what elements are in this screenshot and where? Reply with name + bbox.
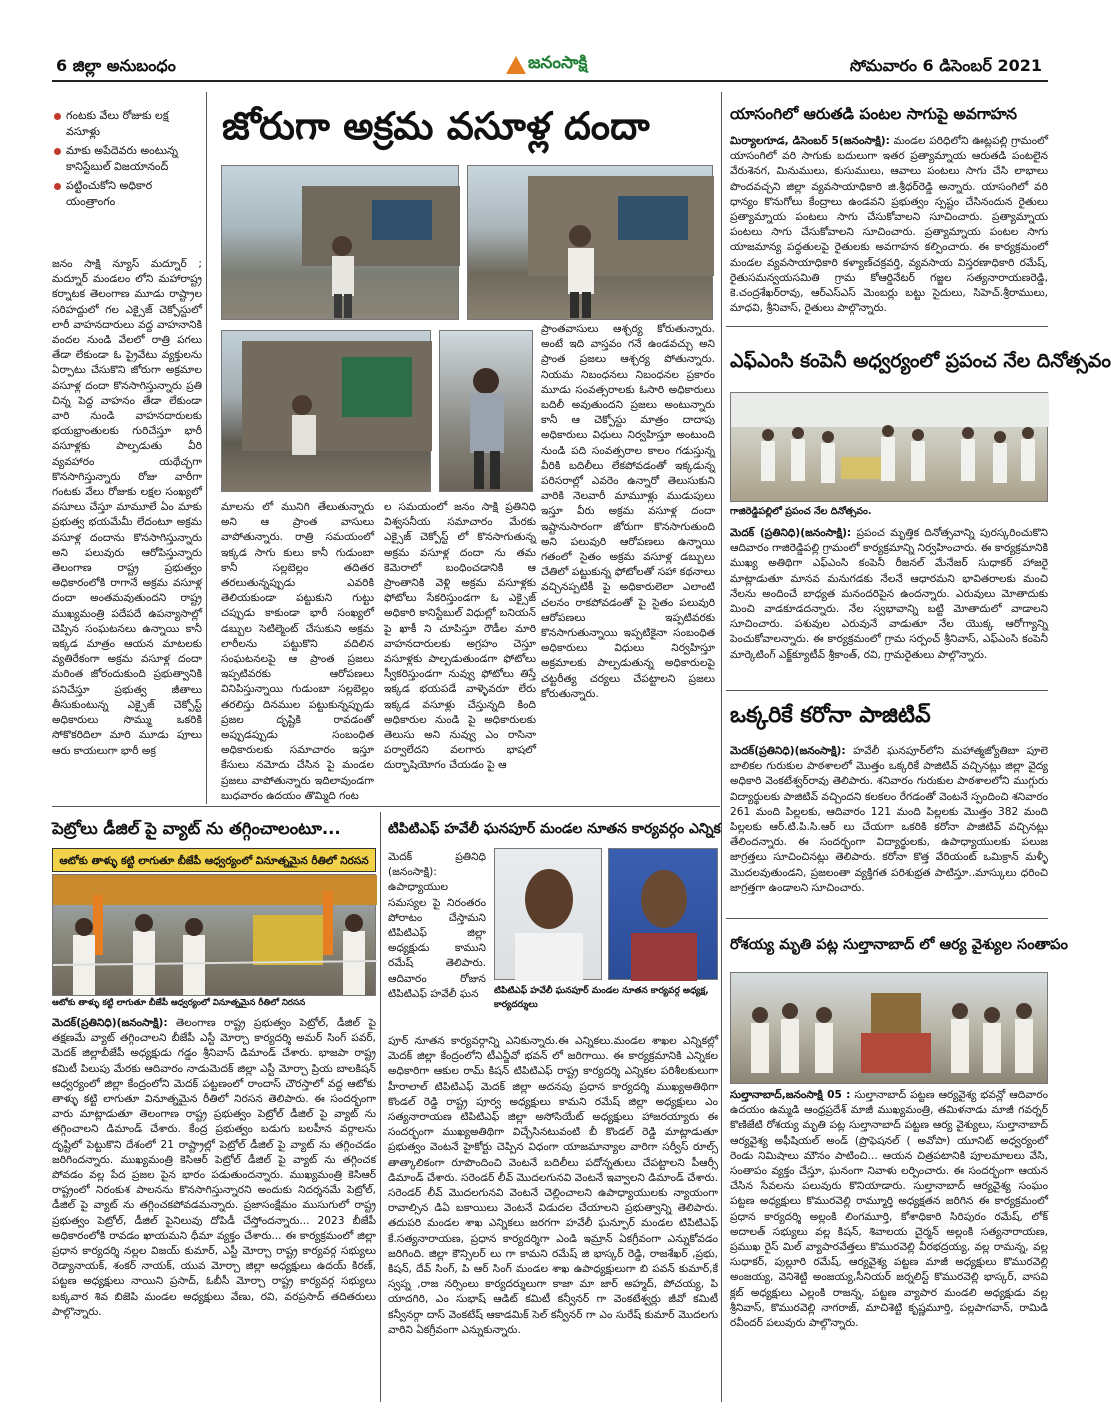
yasangi-dateline: మిర్యాలగూడ, డిసెంబర్ 5(జనంసాక్షి): [730, 135, 890, 147]
tpf-headline: టిపిటిఎఫ్ హవేలీ ఘనపూర్ మండల నూతన కార్యవర్గం ఎన్నిక [388, 821, 721, 837]
checkpost-photo-3-scene [222, 331, 432, 493]
bjp-protest-scene [53, 875, 377, 997]
fmc-event-photo [730, 392, 1048, 502]
corona-body [730, 744, 1048, 914]
fmc-headline: ఎఫ్ఎంసి కంపెనీ అధ్వర్యంలో ప్రపంచ నేల దినోత్సవం [730, 350, 1111, 372]
main-story-col2-text: మాలను లో మునిగి తేలుతున్నారు అని ఆ ప్రాంత వాసులు వాపోతున్నారు. రాత్రి సమయంలో ఇక్కడ సాగు కులు కానీ గుడుంబా కానీ సల్లబెల్లం తదితర తరలుతున్నప్పుడు ఎవరికి తెలియకుండా పట్టుకుని గుట్టు చప్పుడు కాకుండా భారీ సంఖ్యలో డబ్బుల సెటిల్మెంట్ చేసుకుని అక్రమ లారీలను పట్టుకొని వదిలిన సంఘటనలపై ఆ ప్రాంత ప్రజలు ఇప్పటివరకు ఆరోపణలు వినిపిస్తున్నాయి గుడుంబా సల్లబెల్లం తరలిస్తు దినముల పట్టుకున్నప్పుడు ప్రజల దృష్టికి రావడంతో అప్పుడప్పుడు సంబంధిత అధికారులకు సమాచారం ఇస్తూ కేసులు నమోదు చేసిన పై మండల ప్రజలు వాపోతున్నారు ఇదిలావుండగా బుధవారం ఉదయం తొమ్మిది గంట [221, 501, 374, 802]
petrol-body [52, 1016, 376, 1402]
highlight-item [52, 108, 202, 140]
tpf-side-lead: మెదక్ ప్రతినిధి (జనంసాక్షి): ఉపాధ్యాయుల సమస్యల పై నిరంతరం పోరాటం చేస్తామని టిపిటిఎఫ్ జిల్లా అధ్యక్షుడు కాముని రమేష్ తెలిపారు. ఆదివారం రోజున టిపిటిఎఫ్ హవేలీ ఘన [388, 851, 486, 1000]
petrol-text: తెలంగాణ రాష్ట్ర ప్రభుత్వం పెట్రోల్, డీజిల్ పై తక్షణమే వ్యాట్ తగ్గించాలని బీజేపీ ఎస్టీ మోర్చా కార్యదర్శి అమర్ సింగ్ పవర్, మెదక్ జిల్లాబీజేపీ అధ్యక్షుడు గడ్డం శ్రీనివాస్ డిమాండ్ చేశారు. భాజపా రాష్ట్ర కమిటీ పిలుపు మేరకు ఆదివారం నాడుమెదక్ జిల్లా ఎస్టీ మోర్చా ప్రియ బాలకిషన్ ఆధ్వర్యంలో జిల్లా కేంద్రంలోని మెదక్ పట్టణంలో రాందాస్ చౌరస్తాలో వద్ద ఆటోకు తాళ్ళు కట్టి లాగుతూ వినూత్నమైన రీతిలో నిరసన తెలిపారు. ఈ సందర్భంగా వారు మాట్లాడుతూ తెలంగాణ రాష్ట్ర ప్రభుత్వం పెట్రోల్ డీజిల్ పై వ్యాట్ ను తగ్గించాలని డిమాండ్ చేశారు. కేంద్ర ప్రభుత్వం బడుగు బలహీన వర్గాలను దృష్టిలో పెట్టుకొని దేశంలో 21 రాష్ట్రాల్లో పెట్రోల్ డీజిల్ పై వ్యాట్ ను తగ్గించడం జరిగిందన్నారు. ముఖ్యమంత్రి కెసిఆర్ పెట్రోల్ డీజిల్ పై వ్యాట్ ను తగ్గించక పోవడం వల్ల పేద ప్రజల పైన భారం పడుతుందన్నారు. ముఖ్యమంత్రి కెసిఆర్ రాష్ట్రంలో నిరంకుశ పాలనను కొనసాగిస్తున్నారని అందుకు నిదర్శనమే పెట్రోల్, డీజిల్ పై వ్యాట్ ను తగ్గించకపోవడమన్నారు. ప్రజాసంక్షేమం ముసుగులో రాష్ట్ర ప్రభుత్వం పెట్రోల్, డీజిల్ పైనిలువు దోపిడీ చేస్తోందన్నారు... 2023 బీజేపీ అధికారంలోకి రావడం ఖాయమని ధీమా వ్యక్తం చేశారు... ఈ కార్యక్రమంలో జిల్లా ప్రధాన కార్యదర్శి నల్లల విజయ్ కుమార్, ఎస్టీ మోర్చా రాష్ట్ర కార్యవర్గ సభ్యులు రెడ్యానాయక్, శంకర్ నాయక్, యువ మోర్చా జిల్లా అధ్యక్షులు ఉదయ్ కిరణ్, పట్టణ అధ్యక్షులు నాయిని ప్రసాద్, ఓబీసీ మోర్చా రాష్ట్ర కార్యవర్గ సభ్యులు బక్కవార శివ బిజెపి మండల అధ్యక్షులు వేణు, రవి, వరప్రసాద్ తదితరులు పాల్గొన్నారు. [52, 1017, 376, 1318]
rosaiah-tribute-photo [730, 972, 1048, 1084]
newspaper-logo [506, 52, 656, 78]
tpf-secretary-portrait [609, 849, 719, 981]
rosaiah-text: సుల్తానాబాద్ పట్టణ ఆర్యవైశ్య భవన్లో ఆదివారం ఉదయం ఉమ్మడి ఆంధ్రప్రదేశ్ మాజీ ముఖ్యమంత్రి, తమిళనాడు మాజీ గవర్నర్ కొణిజేటి రోశయ్య మృతి పట్ల సుల్తానాబాద్ పట్టణ ఆర్య వైశ్యులు, సుల్తానాబాద్ ఆర్యవైశ్య అఫీషియల్ అండ్ (ప్రొఫెషనల్ ( అవోపా) యూనిట్ అధ్వర్యంలో రెండు నిమిషాలు మౌనం పాటించి... ఆయన చిత్రపటానికి పూలమాలలు వేసి, సంతాపం వ్యక్తం చేస్తూ, ఘనంగా నివాళు లర్పించారు. ఈ సందర్భంగా ఆయన చేసిన సేవలను పలువురు కొనియాడారు. సుల్తానాబాద్ ఆర్యవైశ్య సంఘం పట్టణ అధ్యక్షులు కొమురవెల్లి రామ్మూర్తి అధ్యక్షతన జరిగిన ఈ కార్యక్రమంలో ప్రధాన కార్యదర్శి అల్లంకి లింగమూర్తి, కోశాధికారి సిరిపురం రమేష్, లోక్ అదాలత్ సభ్యులు వల్ల కిషన్, శివాలయ చైర్మన్ అల్లంకి సత్యనారాయణ, ప్రముఖ రైస్ మిల్ వ్యాపారవేత్తలు కొమురవెల్లి వీరభద్రయ్య, వల్ల రామన్న, వల్ల సుధాకర్, పుల్లూరి రమేష్, ఆర్యవైశ్య పట్టణ మాజీ అధ్యక్షులు కొమురవెల్లి అంజయ్య, వెనిశెట్టి అంజయ్య,సీనియర్ జర్నలిస్ట్ కొమురవెల్లి భాస్కర్, వాసవి క్లబ్ అధ్యక్షులు ఎల్లంకి రాజన్న, పట్టణ వ్యాపార మండలి అధ్యక్షుడు వల్ల శ్రీనివాస్, కొమురవెల్లి నాగరాజ్, మాచిశెట్టి కృష్ణమూర్తి, పల్లపాగవాన్, రామిడి రవీందర్ పలువురు పాల్గొన్నారు. [730, 1089, 1048, 1330]
section-rule [726, 326, 1048, 327]
page-header [52, 52, 1048, 82]
tpf-text: పూర్ నూతన కార్యవర్గాన్ని ఎనికున్నారు.ఈ ఎన్నికలు.మండల శాఖల ఎన్నికల్లో మెదక్ జిల్లా కేంద్రంలోని టీఎన్జీవో భవన్ లో జరిగాయి. ఈ కార్యక్రమానికి ఎన్నికల అధికారిగా ఆకుల రామ్ కిషన్ టిపిటిఎఫ్ రాష్ట్ర కార్యదర్శి ఎన్నికల పరిశీలకులుగా హీరాలాల్ టిపిటిఎఫ్ మెదక్ జిల్లా అదనపు ప్రధాన కార్యదర్శి ముఖ్యఅతిథిగా కొండల్ రెడ్డి రాష్ట్ర పూర్వ అధ్యక్షులు కామని రమేష్ జిల్లా అధ్యక్షులు ఎం సత్యనారాయణ టిపిటిఎఫ్ జిల్లా అసోసియేట్ అధ్యక్షులు హాజరయ్యారు ఈ సందర్భంగా ముఖ్యఅతిథిగా విచ్చేసినటువంటి బీ కొండల్ రెడ్డి మాట్లాడుతూ ప్రభుత్వం వెంటనే హైకోర్టు చెప్పిన విధంగా యాజమాన్యాల వారిగా సర్వీస్ రూల్స్ తాత్కాలికంగా రూపొందించి వెంటనే బదిలీలు పదోన్నతులు చేపట్టాలని పీఆర్సీ డిమాండ్ చేశారు. సరెండర్ లీవ్ మొదలగునవి వెంటనే ఇవ్వాలని డిమాండ్ చేశారు. సరెండర్ లీవ్ మొదలగునవి వెంటనే చెల్లించాలని ఉపాధ్యాయులకు న్యాయంగా రావాల్సిన డిఏ బకాయిలు వెంటనే విడుదల చేయాలని ప్రభుత్వాన్ని తెలిపారు. తదుపరి మండల శాఖ ఎన్నికలు జరగగా హవేలీ ఘన్పూర్ మండల టిపిటిఎఫ్ కే.సత్యనారాయణ, ప్రధాన కార్యదర్శిగా ఎండి ఇమ్రాన్ ఏకగ్రీవంగా ఎన్నుకోవడం జరిగింది. జిల్లా కౌన్సిలర్ లు గా కామని రమేష్ జి భాస్కర్ రెడ్డి, రాజశేఖర్ ,ప్రభు, కిషన్, దేవ్ సింగ్, పి ఆర్ సింగ్ మండల శాఖ ఉపాధ్యక్షులుగా బి పవన్ కుమార్,కే స్వప్న ,రాజ నర్సింలు కార్యదర్శులుగా కాజా మా జార్ అహ్మద్, పోచయ్య, పి యాదగిరి, ఎం సుభాష్ ఆడిట్ కమిటీ కన్వీనర్ గా వెంకటేశ్వర్లు జీవో కమిటీ కన్వీనర్గా దాస్ వెంకటేష్ ఆకాడమిక్ సెల్ కన్వీనర్ గా ఎం సురేష్ కుమార్ మొదలగు వారిని ఏకగ్రీవంగా ఎన్నుకున్నారు. [388, 1035, 718, 1336]
main-story-headline: జోరుగా అక్రమ వసూళ్ల దందా [222, 104, 650, 148]
highlight-text: మాకు అపేదెవరు అంటున్న కానిస్టేబుల్ విజయానంద్ [66, 144, 178, 173]
checkpost-photo-2 [467, 165, 713, 320]
section-rule [726, 918, 1048, 919]
highlight-text: గంటకు వేలు రోజుకు లక్ష వసూళ్లు [66, 109, 169, 138]
bullet-icon [54, 183, 61, 190]
checkpost-photo-3 [221, 330, 431, 492]
rosaiah-headline: రోశయ్య మృతి పట్ల సుల్తానాబాద్ లో ఆర్య వైశ్యుల సంతాపం [730, 936, 1068, 953]
corona-text: హవేలీ ఘనపూర్‌లోని మహాత్మజ్యోతిబా పూలె బాలికల గురుకుల పాఠశాలలో మొత్తం ఒక్కరికే పాజిటివ్ వచ్చినట్లు జిల్లా వైద్య అధికారి వెంకటేశ్వర్‌రావు తెలిపారు. శనివారం గురుకుల పాఠశాలలోని ముగ్గురు విద్యార్థులకు పాజిటివ్ వచ్చిందని కలకలం రేగడంతో వెంటనే స్పందించి శనివారం 261 మంది పిల్లలకు, ఆదివారం 121 మంది పిల్లలకు మొత్తం 382 మంది పిల్లలకు ఆర్.టి.పి.సి.ఆర్ లు చేయగా ఒకరికి కరోనా పాజిటివ్ వచ్చినట్లు తేలిందన్నారు. ఈ సందర్భంగా విద్యార్థులకు, ఉపాధ్యాయులకు పలుజ జాగ్రత్తలు సూచించినట్లు తెలిపారు. కరోనా కొత్త వేరియంట్ ఒమిక్రాన్ మళ్ళీ మొదలవుతుండని, ప్రజలంతా వ్యక్తిగత పరిశుభ్రత పాటిస్తూ..మాస్కులు ధరించి జాగ్రత్తగా ఉండాలని సూచించారు. [730, 745, 1048, 894]
bjp-protest-photo [52, 874, 376, 996]
bullet-icon [54, 148, 61, 155]
petrol-photo-caption: ఆటోకు తాళ్ళు కట్టి లాగుతూ బీజేపీ ఆధ్వర్యంలో వినూత్నమైన రీతిలో నిరసన [52, 998, 306, 1008]
tpf-president-portrait [495, 849, 603, 981]
checkpost-photo-4-scene [440, 331, 534, 493]
column-rule [206, 92, 207, 804]
petrol-dateline: మెదక్(ప్రతినిధి)(జనంసాక్షి): [52, 1017, 168, 1029]
tpf-body [388, 1034, 718, 1402]
highlight-item [52, 143, 202, 175]
column-rule [380, 812, 381, 1402]
fmc-text: ప్రపంచ మృత్తిక దినోత్సవాన్ని పురస్కరించుకొని ఆదివారం గాజిరెడ్డిపల్లి గ్రామంలో కార్యక్రమాన్ని నిర్వహించారు. ఈ కార్యక్రమానికి ముఖ్య అతిథిగా ఎఫ్ఎంసి కంపెనీ రీజనల్ మేనేజర్ సుధాకర్ హాజరై మాట్లాడుతూ మానవ మనుగడకు నేలనే ఆధారమని భావితరాలకు మంచి నేలను అందించే బాధ్యత మనందరిపైన ఉందన్నారు. ఎరువులు మోతాదుకు మించి వాడకూడదన్నారు. నేల స్వభావాన్ని బట్టి మోతాదులో వాడాలని సూచించారు. పశువుల ఎరువునే వాడుతూ నేల యొక్క ఆరోగ్యాన్ని పెంచుకోవాలన్నారు. ఈ కార్యక్రమంలో గ్రామ సర్పంచ్ శ్రీనివాస్, ఎఫ్ఎంసి కంపెనీ మార్కెటింగ్ ఎక్జ్‌క్యూటీవ్ శ్రీకాంత్, రవి, గ్రామరైతులు పాల్గొన్నారు. [730, 527, 1048, 661]
section-rule [52, 806, 720, 807]
column-rule [721, 92, 722, 1402]
highlight-item [52, 178, 202, 210]
section-rule [726, 690, 1048, 691]
fmc-body [730, 526, 1048, 684]
checkpost-photo-2-scene [468, 166, 714, 321]
bullet-icon [54, 113, 61, 120]
page-section-label: 6 జిల్లా అనుబంధం [56, 56, 176, 75]
corona-headline: ఒక్కరికే కరోనా పాజిటివ్ [730, 703, 931, 728]
petrol-headline: పెట్రోలు డీజిల్ పై వ్యాట్ ను తగ్గించాలంటూ... [52, 819, 341, 838]
main-story-highlights [52, 108, 202, 213]
logo-icon [506, 56, 526, 74]
main-story-column-4 [541, 322, 715, 802]
corona-dateline: మెదక్(ప్రతినిధి)(జనంసాక్షి): [730, 745, 846, 757]
petrol-banner: ఆటోకు తాళ్ళు కట్టి లాగుతూ బీజేపీ ఆధ్వర్యంలో వినూత్నమైన రీతిలో నిరసన [52, 848, 376, 872]
tpf-secretary-photo [608, 848, 718, 980]
yasangi-text: మండల పరిధిలోని ఊట్లపల్లి గ్రామంలో యాసంగిలో వరి సాగుకు బదులుగా ఇతర ప్రత్యామ్నాయ ఆరుతడి పంటలైన వేరుశెనగ, మినుములు, కుసుములు, ఆవాలు పంటలు సాగు చేసి లాభాలు పొందవచ్చని జిల్లా వ్యవసాయాధికారి జి.శ్రీధర్‌రెడ్డి అన్నారు. యాసంగిలో వరి ధాన్యం కొనుగోలు కేంద్రాలు ఉండవని ప్రభుత్వం స్పష్టం చేసినందున రైతులు ప్రత్యామ్నాయ పంటలు సాగు చేసుకోవాలని సూచించారు. ప్రత్యామ్నాయ పంటలు సాగు చేసుకోవాలని సూచించారు. ప్రత్యామ్నాయ పంటల సాగు యాజమాన్య పద్ధతులపై రైతులకు అవగాహన కల్పించారు. ఈ కార్యక్రమంలో మండల వ్యవసాయాధికారి కళ్యాణ్‌చక్రవర్తి, వ్యవసాయ విస్తరణాధికారి రమేష్, రైతుసమన్వయసమితి గ్రామ కోఆర్డినేటర్ గజ్జల సత్యనారాయణరెడ్డి, కె.చంద్రశేఖర్‌రావు, ఆర్‌ఎస్ఎస్ మెంబర్లు బట్టు సైదులు, సిహెచ్.శ్రీరాములు, మాధవి, శ్రీనివాస్, రైతులు పాల్గొన్నారు. [730, 135, 1048, 315]
main-story-column-3 [384, 500, 536, 800]
rosaiah-tribute-scene [731, 973, 1049, 1085]
issue-date: సోమవారం 6 డిసెంబర్ 2021 [849, 56, 1042, 75]
main-story-col3-text: ల సమయంలో జనం సాక్షి ప్రతినిధి విశ్వసనీయ సమాచారం మేరకు ఎక్సైజ్ చెక్పోస్ట్ లో కొనసాగుతున్న అక్రమ వసూళ్ల దందా ను తమ కెమెరాలో బంధించడానికి ఆ ప్రాంతానికి వెళ్లి అక్రమ వసూళ్లకు ఫోటోలు సేకరిస్తుండగా ఓ ఎక్సైజ్ అధికారి కానిస్టేబుల్ విధుల్లో బనియన్ పై ఖాకీ ని చూపిస్తూ రౌడీల మారి వాహనదారులకు అగ్రహం చెస్తూ వసూళ్లకు పాల్పడుతుండగా ఫోటోలు స్వీకరిస్తుండగా నువ్వు ఫోటోలు తిస్తే ఇక్కడ భయపడే వాళ్ళెవరూ లేరు ఇక్కడ వసూళ్లు చేస్తున్నది కింది అధికారుల నుండి పై అధికారులకు తెలుసు అని నువ్వు ఎం రాసినా పర్వాలేదని వలగారు భాషలో దుర్భాషియోగం చేయడం పై ఆ [384, 501, 536, 772]
checkpost-photo-1 [221, 165, 459, 320]
logo-text: జనంసాక్షి [528, 53, 588, 73]
main-story-col1-text: జనం సాక్షి న్యూస్ మద్నూర్ ; మద్నూర్ మండలం లోని మహారాష్ట్ర కర్నాటక తెలంగాణ మూడు రాష్ట్రాల సరిహద్దులో గల ఎక్సైజ్ చెక్పోస్టులో లారీ వాహనదారులు వద్ద వాహనానికి వందల నుండి వేలలో రాత్రి పగలు తేడా లేకుండా ఓ ప్రైవేటు వ్యక్తులను ఏర్పాటు చేసుకొని జోరుగా అక్రమాల వసూళ్ల దందా కొనసాగిస్తున్నారు ప్రతి చిన్న పెద్ద వాహనం తేడా లేకుండా వారి నుండి వాహనదారులకు భయభ్రాంతులకు గురిచేస్తూ భారీ వసూళ్లకు పాల్పడుతు వీరి వ్యవహారం యథేచ్ఛగా కొనసాగిస్తున్నారు రోజు వారీగా గంటకు వేలు రోజుకు లక్షల సంఖ్యలో వసూలు చేస్తూ మామూలే ఏం మాకు ప్రభుత్వ భయమేమీ లేదంటూ అక్రమ వసూళ్ల దందాను కొనసాగిస్తున్నారు అని పలువురు ఆరోపిస్తున్నారు తెలంగాణ రాష్ట్ర ప్రభుత్వం అధికారంలోకి రాగానే అక్రమ వసూళ్ల దందా అంతమవుతుందని రాష్ట్ర ముఖ్యమంత్రి పదేపదే ఉపన్యాసాల్లో చెప్పిన సంఘటనలు ఉన్నాయి కానీ ఇక్కడ మాత్రం ఆయన మాటలకు వ్యతిరేకంగా అక్రమ వసూళ్ల దందా మరింత జోరందుకుంది ప్రభుత్వానికి పనిచేస్తూ ప్రభుత్వ జీతాలు తీసుకుంటున్న ఎక్సైజ్ చెక్పోస్ట్ అధికారులు సొమ్ము ఒకరికి సోకొకరిదిలా మారి మూడు పూలు ఆరు కాయలుగా భారీ అక్ర [52, 258, 202, 757]
rosaiah-body [730, 1088, 1048, 1402]
fmc-photo-caption: గాజిరెడ్డిపల్లిలో ప్రపంచ నేల దినోత్సవం. [730, 506, 872, 517]
yasangi-headline: యాసంగిలో ఆరుతడి పంటల సాగుపై అవగాహన [730, 105, 1018, 123]
tpf-photo-caption: టిపిటిఎఫ్ హవేలీ ఘనపూర్ మండల నూతన కార్యవర్గ అధ్యక్ష, కార్యదర్శులు [494, 986, 709, 1010]
tpf-president-photo [494, 848, 602, 980]
fmc-event-scene [731, 393, 1049, 503]
rosaiah-dateline: సుల్తానాబాద్,జనంసాక్షి 05 : [730, 1089, 851, 1101]
main-story-col4-text: ప్రాంతవాసులు ఆశ్చర్య కోరుతున్నారు. అంటే ఇది వాస్తవం గనే ఉండవచ్చు అని ప్రాంత ప్రజలు ఆశ్చర్య పోతున్నారు. నియమ నిబంధనలు నిబంధనల ప్రకారం మూడు సంవత్సరాలకు ఓసారి అధికారులు బదిలీ అవుతుందని ప్రజలు అంటున్నారు కానీ ఆ చెక్పోస్టు మాత్రం దాదాపు అధికారులు విధులు నిర్వహిస్తూ అంటుంది నుండి పది సంవత్సరాల కాలం గడుస్తున్న వీరికి బదిలీలు లేకపోవడంతో ఇక్కడున్న పరిసరాల్లో ఎవరెం ఉన్నారో తెలుసుకుని వారికి నెలవారీ మామూళ్లు ముడుపులు ఇస్తూ వీరు అక్రమ వసూళ్ల దందా ఇష్టానుసారంగా జోరుగా కొనసాగుతుంది అని పలువురి ఆరోపణలు ఉన్నాయి గతంలో సైతం అక్రమ వసూళ్ల డబ్బులు చేతిలో పట్టుకున్న ఫోటోలతో సహా కథనాలు వచ్చినప్పటికీ పై అధికారులెలా ఎలాంటి చలనం రాకపోవడంతో పై సైతం పలువురి ఆరోపణలు ఇప్పటివరకు కొనసాగుతున్నాయి ఇప్పటికైనా సంబంధిత అధికారులు విధులు నిర్వహిస్తూ అక్రమాలకు పాల్పడుతున్న అధికారులపై చట్టరీత్య చర్యలు చేపట్టాలని ప్రజలు కోరుతున్నారు. [541, 323, 715, 700]
highlight-text: పట్టించుకోని అధికార యంత్రాంగం [66, 179, 153, 208]
main-story-column-1 [52, 257, 202, 797]
main-story-column-2 [221, 500, 374, 800]
fmc-dateline: మెదక్ (ప్రతినిధి)(జనంసాక్షి): [730, 527, 852, 539]
tpf-side-text [388, 850, 486, 1030]
checkpost-photo-4 [439, 330, 533, 492]
checkpost-photo-1-scene [222, 166, 460, 321]
yasangi-body [730, 134, 1048, 322]
